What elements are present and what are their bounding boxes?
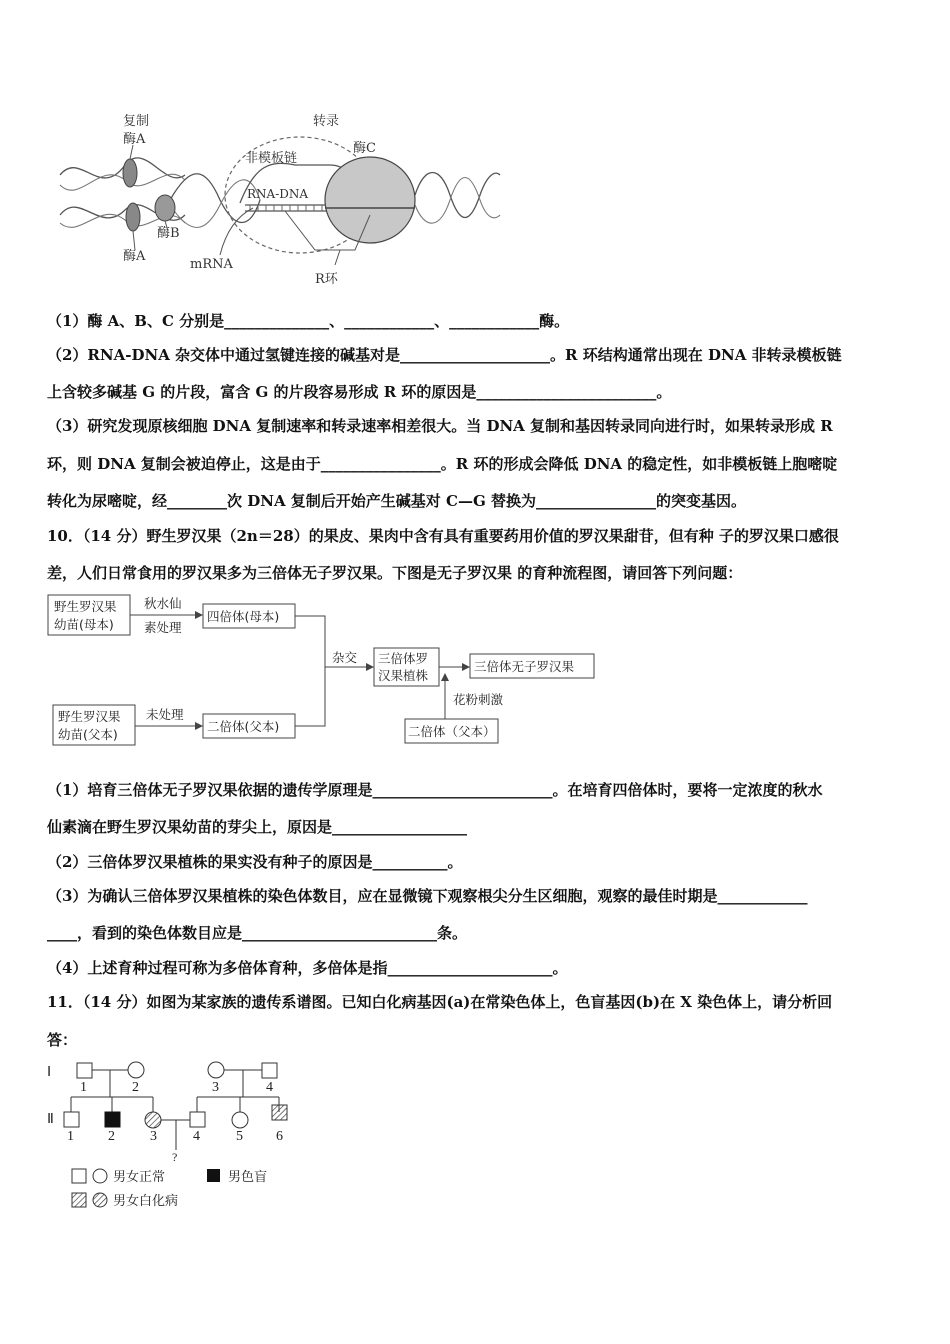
- q9-part3-line3: 转化为尿嘧啶，经________次 DNA 复制后开始产生碱基对 C—G 替换为________________的突变基因。: [47, 492, 746, 510]
- r-loop-figure: [55, 105, 505, 290]
- gen1-num-2: 2: [132, 1080, 139, 1095]
- label-replication: 复制: [123, 114, 150, 129]
- enzyme-a-top: [123, 159, 137, 187]
- gen1-male-1: [77, 1063, 92, 1078]
- label-pollen: 花粉刺激: [453, 692, 504, 707]
- box-diploid-father-text: 二倍体(父本): [207, 719, 280, 734]
- dna-helix-right-2: [415, 178, 500, 224]
- q10-intro-line1: 10．（14 分）野生罗汉果（2n＝28）的果皮、果肉中含有具有重要药用价值的罗汉果甜苷，但有种 子的罗汉果口感很: [47, 527, 839, 545]
- q11-intro-line2: 答：: [47, 1031, 78, 1049]
- generation-1-label: Ⅰ: [47, 1065, 52, 1080]
- label-mrna: mRNA: [190, 257, 233, 272]
- label-enzyme-c: 酶C: [353, 141, 376, 156]
- box-triploid-line1: 三倍体罗: [378, 651, 429, 666]
- label-transcription: 转录: [313, 114, 340, 129]
- gen2-num-1: 1: [67, 1129, 74, 1144]
- gen2-num-5: 5: [236, 1129, 243, 1144]
- gen1-num-1: 1: [80, 1080, 87, 1095]
- pedigree-chart: [45, 1055, 305, 1215]
- q9-part1: （1）酶 A、B、C 分别是______________、____________、____________酶。: [47, 312, 570, 330]
- q9-part3-line2: 环，则 DNA 复制会被迫停止，这是由于________________。R 环的形成会降低 DNA 的稳定性，如非模板链上胞嘧啶: [47, 455, 838, 473]
- label-non-template: 非模板链: [245, 151, 298, 166]
- gen2-num-6: 6: [276, 1129, 283, 1144]
- q10-part1-line1: （1）培育三倍体无子罗汉果依据的遗传学原理是________________________。在培育四倍体时，要将一定浓度的秋水: [47, 781, 823, 799]
- gen2-female-3-albino: [145, 1112, 161, 1128]
- legend-male-albino-icon: [72, 1193, 86, 1207]
- gen1-female-3: [208, 1062, 224, 1078]
- box-triploid-line2: 汉果植株: [378, 668, 429, 683]
- gen2-num-4: 4: [193, 1129, 200, 1144]
- box-wild-mother-line2: 幼苗(母本): [54, 617, 114, 632]
- breeding-flowchart: [45, 592, 605, 752]
- legend-albino-label: 男女白化病: [113, 1193, 179, 1208]
- enzyme-a-bottom: [126, 203, 140, 231]
- box-wild-father-line1: 野生罗汉果: [58, 709, 121, 724]
- q9-part2-line2: 上含较多碱基 G 的片段，富含 G 的片段容易形成 R 环的原因是________________________。: [47, 383, 672, 401]
- q10-part3-line2: ____，看到的染色体数目应是__________________________条。: [47, 924, 468, 942]
- label-r-loop: R环: [315, 272, 338, 287]
- box-seedless-text: 三倍体无子罗汉果: [474, 659, 575, 674]
- gen2-male-2-colorblind: [105, 1112, 120, 1127]
- legend-female-albino-icon: [93, 1193, 107, 1207]
- label-cross: 杂交: [332, 650, 358, 665]
- legend-colorblind-icon: [207, 1169, 220, 1182]
- enzyme-c: [325, 157, 415, 243]
- gen2-num-2: 2: [108, 1129, 115, 1144]
- gen2-male-6-albino: [272, 1105, 287, 1120]
- offspring-unknown: ?: [172, 1150, 178, 1164]
- q11-intro-line1: 11．（14 分）如图为某家族的遗传系谱图。已知白化病基因(a)在常染色体上，色盲基因(b)在 X 染色体上，请分析回: [47, 993, 833, 1011]
- q10-intro-line2: 差，人们日常食用的罗汉果多为三倍体无子罗汉果。下图是无子罗汉果 的育种流程图，请回答下列问题：: [47, 564, 743, 582]
- box-wild-father-line2: 幼苗(父本): [58, 727, 118, 742]
- gen1-num-4: 4: [266, 1080, 273, 1095]
- gen2-male-1: [64, 1112, 79, 1127]
- label-rna-dna: RNA-DNA: [247, 187, 309, 201]
- legend-normal-label: 男女正常: [113, 1169, 166, 1184]
- dna-strand-upper-left-2: [60, 174, 185, 190]
- dna-helix-right: [415, 173, 500, 218]
- box-wild-mother-line1: 野生罗汉果: [54, 599, 117, 614]
- label-enzyme-b: 酶B: [157, 226, 180, 241]
- generation-2-label: Ⅱ: [47, 1112, 54, 1127]
- q10-part1-line2: 仙素滴在野生罗汉果幼苗的芽尖上，原因是__________________: [47, 818, 468, 836]
- gen1-num-3: 3: [212, 1080, 219, 1095]
- gen2-female-5: [232, 1112, 248, 1128]
- label-colchicine-2: 素处理: [144, 620, 182, 635]
- box-diploid-bottom-text: 二倍体（父本）: [408, 724, 496, 739]
- label-colchicine-1: 秋水仙: [144, 596, 182, 611]
- gen1-female-2: [128, 1062, 144, 1078]
- label-enzyme-a-top: 酶A: [123, 132, 146, 147]
- legend-female-normal-icon: [93, 1169, 107, 1183]
- gen2-male-4: [190, 1112, 205, 1127]
- q10-part3-line1: （3）为确认三倍体罗汉果植株的染色体数目，应在显微镜下观察根尖分生区细胞，观察的最佳时期是____________: [47, 887, 808, 905]
- legend-male-normal-icon: [72, 1169, 86, 1183]
- enzyme-b: [155, 195, 175, 221]
- q10-part4: （4）上述育种过程可称为多倍体育种，多倍体是指______________________。: [47, 959, 568, 977]
- label-untreated: 未处理: [146, 707, 184, 722]
- q9-part2-line1: （2）RNA-DNA 杂交体中通过氢键连接的碱基对是____________________。R 环结构通常出现在 DNA 非转录模板链: [47, 346, 842, 364]
- gen2-num-3: 3: [150, 1129, 157, 1144]
- gen1-male-4: [262, 1063, 277, 1078]
- q9-part3-line1: （3）研究发现原核细胞 DNA 复制速率和转录速率相差很大。当 DNA 复制和基因转录同向进行时，如果转录形成 R: [47, 417, 833, 435]
- q10-part2: （2）三倍体罗汉果植株的果实没有种子的原因是__________。: [47, 853, 463, 871]
- box-tetraploid-text: 四倍体(母本): [207, 609, 280, 624]
- legend-colorblind-label: 男色盲: [228, 1169, 268, 1184]
- label-enzyme-a-bottom: 酶A: [123, 249, 146, 264]
